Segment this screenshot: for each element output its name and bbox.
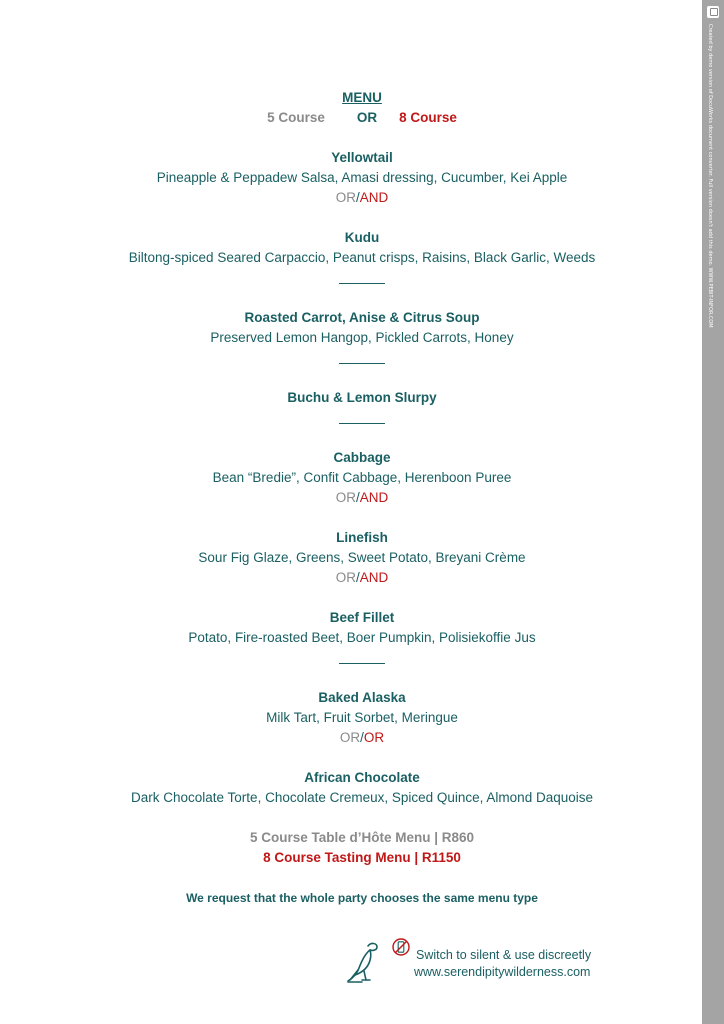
dish-name-cabbage: Cabbage xyxy=(333,450,391,465)
dish-desc-linefish: Sour Fig Glaze, Greens, Sweet Potato, Breyani Crème xyxy=(198,550,526,565)
dish-desc-cabbage: Bean “Bredie”, Confit Cabbage, Herenboon Puree xyxy=(212,470,512,485)
dish-desc-yellowtail: Pineapple & Peppadew Salsa, Amasi dressing, Cucumber, Kei Apple xyxy=(156,170,568,185)
website-link[interactable]: www.serendipitywilderness.com xyxy=(414,965,591,979)
dish-name-kudu: Kudu xyxy=(344,230,380,245)
dish-name-linefish: Linefish xyxy=(336,530,388,545)
dish-desc-baked-alaska: Milk Tart, Fruit Sorbet, Meringue xyxy=(266,710,458,725)
or-or-separator: OR/OR xyxy=(339,730,385,745)
divider xyxy=(339,363,385,364)
bird-logo-icon xyxy=(344,940,384,986)
option-or: OR xyxy=(356,110,378,125)
dish-desc-soup: Preserved Lemon Hangop, Pickled Carrots, Honey xyxy=(210,330,514,345)
menu-title: MENU xyxy=(342,90,382,105)
or-and-separator: OR/AND xyxy=(335,190,389,205)
price-five-course: 5 Course Table d’Hôte Menu | R860 xyxy=(249,830,475,845)
dish-name-african-chocolate: African Chocolate xyxy=(304,770,420,785)
silent-notice: Switch to silent & use discreetly xyxy=(416,948,592,962)
party-note: We request that the whole party chooses the same menu type xyxy=(186,891,538,905)
footer xyxy=(344,938,604,988)
course-options xyxy=(0,108,724,128)
divider xyxy=(339,283,385,284)
converter-sidebar xyxy=(702,0,724,1024)
divider xyxy=(339,423,385,424)
converter-watermark-text: Created by demo version of DocuWorks document converter. Full version doesn't add this demo. WWW.PEBIT-INFOR.COM xyxy=(707,24,713,328)
or-and-separator: OR/AND xyxy=(335,490,389,505)
option-eight-course: 8 Course xyxy=(399,110,457,125)
dish-name-slurpy: Buchu & Lemon Slurpy xyxy=(287,390,437,405)
divider xyxy=(339,663,385,664)
dish-desc-kudu: Biltong-spiced Seared Carpaccio, Peanut crisps, Raisins, Black Garlic, Weeds xyxy=(128,250,596,265)
no-phone-icon xyxy=(392,938,410,956)
dish-name-soup: Roasted Carrot, Anise & Citrus Soup xyxy=(244,310,480,325)
dish-name-yellowtail: Yellowtail xyxy=(331,150,393,165)
converter-logo-icon xyxy=(707,6,719,18)
dish-name-baked-alaska: Baked Alaska xyxy=(318,690,406,705)
or-and-separator: OR/AND xyxy=(335,570,389,585)
option-five-course: 5 Course xyxy=(267,110,325,125)
menu-content xyxy=(0,88,724,908)
price-eight-course: 8 Course Tasting Menu | R1150 xyxy=(263,850,461,865)
dish-name-beef-fillet: Beef Fillet xyxy=(329,610,395,625)
dish-desc-beef-fillet: Potato, Fire-roasted Beet, Boer Pumpkin, Polisiekoffie Jus xyxy=(188,630,536,645)
dish-desc-african-chocolate: Dark Chocolate Torte, Chocolate Cremeux, Spiced Quince, Almond Daquoise xyxy=(131,790,593,805)
